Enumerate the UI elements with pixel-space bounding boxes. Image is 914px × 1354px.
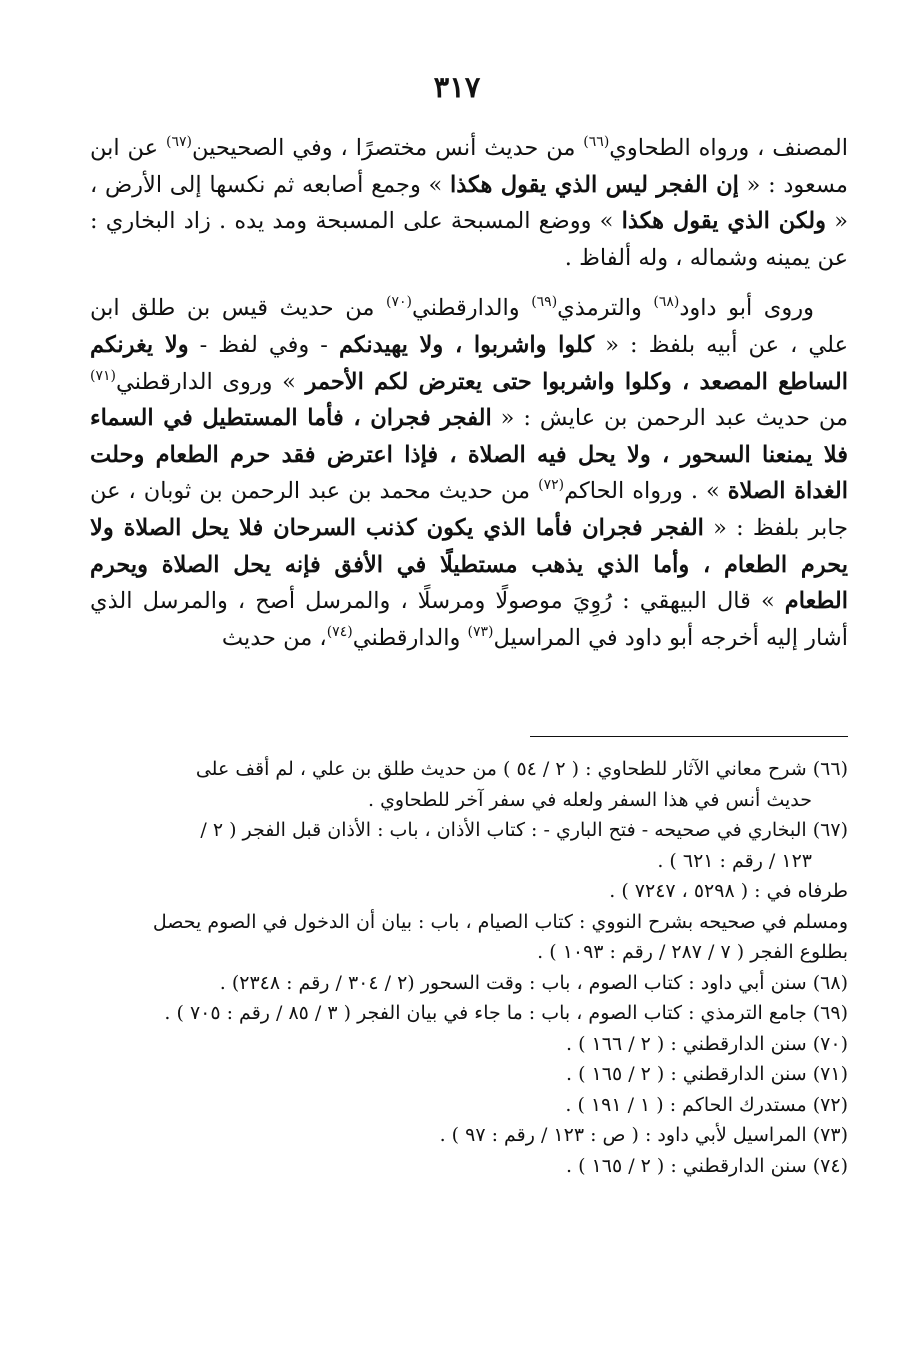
text-span: » ووضع المسبحة على المسبحة ومد يده . زاد البخاري : عن يمينه وشماله ، وله ألفاظ . (90, 208, 848, 271)
footnote-66-continued: حديث أنس في هذا السفر ولعله في سفر آخر للطحاوي . (367, 788, 812, 811)
page-number: ٣١٧ (433, 70, 481, 104)
text-span: عن ابن مسعود : « (90, 135, 848, 198)
footnote-66: (٦٦) شرح معاني الآثار للطحاوي : ( ٢ / ٥٤ ) من حديث طلق بن علي ، لم أقف على (195, 758, 848, 780)
footnote-72: (٧٢) مستدرك الحاكم : ( ١ / ١٩١ ) . (565, 1093, 848, 1116)
text-span: ، من حديث (221, 624, 327, 651)
text-span: من حديث قيس بن طلق ابن علي ، عن أبيه بلفظ : « (90, 295, 849, 358)
footnote-71: (٧١) سنن الدارقطني : ( ٢ / ١٦٥ ) . (566, 1063, 848, 1085)
hadith-quote: إن الفجر ليس الذي يقول هكذا (450, 171, 739, 198)
footnote-ref-70[interactable]: (٧٠) (385, 294, 412, 311)
hadith-quote: كلوا واشربوا ، ولا يهيدنكم (338, 331, 595, 358)
footnote-67-muslim-continued: بطلوع الفجر ( ٧ / ٢٨٧ / رقم : ١٠٩٣ ) . (537, 941, 848, 963)
text-span: المصنف ، ورواه الطحاوي (609, 135, 849, 161)
footnote-67-cross-refs: طرفاه في : ( ٥٢٩٨ ، ٧٢٤٧ ) . (609, 880, 848, 902)
footnote-68: (٦٨) سنن أبي داود : كتاب الصوم ، باب : وقت السحور (٢ / ٣٠٤ / رقم : ٢٣٤٨) . (219, 971, 848, 994)
paragraph-2 (90, 290, 848, 656)
hadith-quote: ولكن الذي يقول هكذا (621, 208, 827, 235)
text-span: » قال البيهقي : رُوِيَ موصولًا ومرسلًا ، والمرسل أصح ، والمرسل الذي أشار إليه أخرجه أبو داود في المراسيل (90, 588, 848, 651)
footnote-ref-72[interactable]: (٧٢) (538, 477, 565, 494)
text-span: والترمذي (557, 295, 654, 322)
footnote-ref-69[interactable]: (٦٩) (531, 294, 558, 311)
text-span: » وروى الدارقطني (115, 368, 306, 395)
footnote-separator (530, 736, 848, 737)
text-span: من حديث عبد الرحمن بن عايش : « (491, 405, 848, 432)
text-span: والدارقطني (411, 295, 532, 322)
footnote-67-muslim: ومسلم في صحيحه بشرح النووي : كتاب الصيام ، باب : بيان أن الدخول في الصوم يحصل (152, 910, 848, 933)
footnote-70: (٧٠) سنن الدارقطني : ( ٢ / ١٦٦ ) . (566, 1032, 848, 1055)
footnote-ref-74[interactable]: (٧٤) (326, 623, 353, 640)
hadith-quote: ولا يغرنكم الساطع المصعد ، وكلوا واشربوا حتى يعترض لكم الأحمر (90, 331, 848, 395)
text-span: والدارقطني (352, 624, 468, 651)
footnote-73: (٧٣) المراسيل لأبي داود : ( ص : ١٢٣ / رقم : ٩٧ ) . (439, 1124, 848, 1146)
hadith-quote: الفجر فجران ، فأما المستطيل في السماء فلا يمنعنا السحور ، ولا يحل فيه الصلاة ، فإذا اعترض فقد حرم الطعام وحلت الغداة الصلاة (90, 405, 848, 505)
text-span: من حديث محمد بن عبد الرحمن بن ثوبان ، عن جابر بلفظ : « (90, 478, 848, 541)
main-text (90, 130, 848, 656)
footnote-ref-67[interactable]: (٦٧) (166, 134, 192, 150)
text-span: » . ورواه الحاكم (564, 478, 728, 505)
footnote-74: (٧٤) سنن الدارقطني : ( ٢ / ١٦٥ ) . (566, 1154, 848, 1177)
paragraph-1 (90, 130, 848, 276)
footnote-ref-71[interactable]: (٧١) (90, 367, 116, 384)
footnote-69: (٦٩) جامع الترمذي : كتاب الصوم ، باب : ما جاء في بيان الفجر ( ٣ / ٨٥ / رقم : ٧٠٥ ) . (164, 1002, 848, 1024)
footnotes (90, 754, 848, 1181)
text-span: - وفي لفظ - (188, 331, 339, 358)
hadith-quote: الفجر فجران فأما الذي يكون كذنب السرحان فلا يحل الصلاة ولا يحرم الطعام ، وأما الذي يذهب مستطيلًا في الأفق فإنه يحل الصلاة ويحرم الطعام (90, 514, 848, 615)
footnote-67-continued: ١٢٣ / رقم : ٦٢١ ) . (657, 849, 812, 872)
text-span: وروى أبو داود (679, 295, 814, 322)
footnote-67: (٦٧) البخاري في صحيحه - فتح الباري - : كتاب الأذان ، باب : الأذان قبل الفجر ( ٢ / (200, 819, 848, 841)
text-span: » وجمع أصابعه ثم نكسها إلى الأرض ، « (90, 171, 848, 235)
text-span: من حديث أنس مختصرًا ، وفي الصحيحين (191, 135, 584, 161)
footnote-ref-68[interactable]: (٦٨) (653, 294, 680, 311)
footnote-ref-66[interactable]: (٦٦) (583, 134, 610, 150)
footnote-ref-73[interactable]: (٧٣) (467, 623, 494, 640)
